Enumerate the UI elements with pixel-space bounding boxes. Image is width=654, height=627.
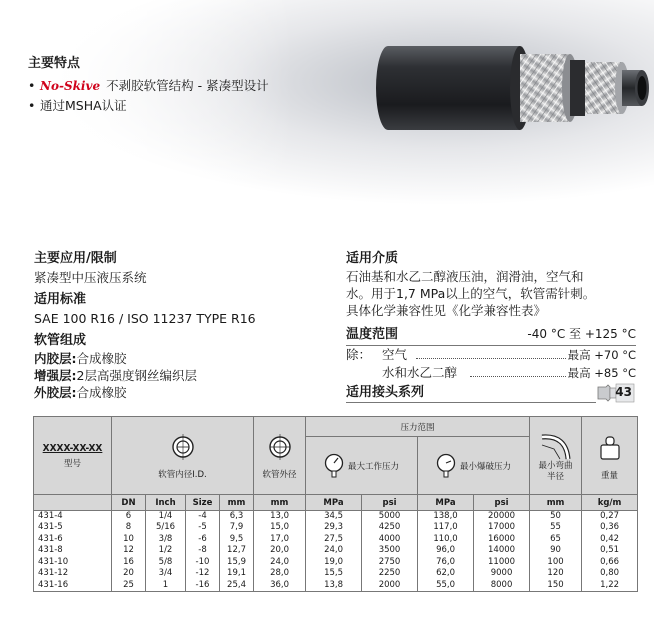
inner-diameter-icon [170, 434, 196, 460]
media-title: 适用介质 [346, 251, 399, 266]
temperature-range: -40 °C 至 +125 °C [527, 327, 636, 341]
table-cell: 4000 [362, 534, 418, 546]
table-cell: 3500 [362, 545, 418, 557]
table-row [34, 568, 638, 580]
outer-layer [34, 384, 324, 401]
bend-radius-label: 最小弯曲半径 [538, 460, 573, 482]
table-cell: 17,0 [254, 534, 306, 546]
model-cell: 431-4 [34, 511, 112, 523]
table-cell: 20000 [474, 511, 530, 523]
spec-left-column [34, 250, 324, 401]
no-skive-brand: No-Skive [40, 79, 101, 93]
construction-title: 软管组成 [34, 333, 87, 348]
weight-label: 重量 [601, 470, 619, 481]
max-working-label: 最大工作压力 [348, 461, 400, 472]
media-line: 石油基和水乙二醇液压油，润滑油，空气和 [346, 269, 584, 284]
table-cell: 15,5 [306, 568, 362, 580]
table-cell: -12 [186, 568, 220, 580]
bullet: • [28, 78, 36, 93]
table-cell: 27,5 [306, 534, 362, 546]
table-cell: 16000 [474, 534, 530, 546]
table-cell: 3/4 [146, 568, 186, 580]
table-cell: 1 [146, 580, 186, 592]
bend-radius-header [530, 417, 582, 495]
table-cell: 110,0 [418, 534, 474, 546]
table-cell: 6 [112, 511, 146, 523]
unit-cell: mm [220, 495, 254, 511]
table-cell: 3/8 [146, 534, 186, 546]
table-cell: 65 [530, 534, 582, 546]
table-cell: 100 [530, 557, 582, 569]
unit-cell: MPa [418, 495, 474, 511]
unit-cell: kg/m [582, 495, 638, 511]
table-row [34, 511, 638, 523]
fittings-title: 适用接头系列 [346, 384, 425, 400]
table-cell: 12,7 [220, 545, 254, 557]
weight-icon [595, 433, 625, 463]
table-cell: 76,0 [418, 557, 474, 569]
leader-dots [416, 358, 566, 359]
table-cell: 13,0 [254, 511, 306, 523]
fittings-page-number: 43 [615, 385, 632, 399]
features-block [28, 52, 269, 115]
unit-cell: Inch [146, 495, 186, 511]
table-cell: 25,4 [220, 580, 254, 592]
table-cell: 19,1 [220, 568, 254, 580]
temperature-row-water-glycol [346, 364, 636, 382]
od-label: 软管外径 [262, 469, 297, 480]
table-cell: 20 [112, 568, 146, 580]
table-cell: 9000 [474, 568, 530, 580]
od-header [254, 417, 306, 495]
model-cell: 431-12 [34, 568, 112, 580]
except-label: 除： [346, 347, 372, 362]
model-label: 型号 [63, 458, 81, 469]
table-cell: 15,0 [254, 522, 306, 534]
table-cell: 9,5 [220, 534, 254, 546]
model-cell: 431-6 [34, 534, 112, 546]
table-cell: 0,66 [582, 557, 638, 569]
application-text: 紧凑型中压液压系统 [34, 270, 147, 285]
model-header [34, 417, 112, 495]
layer-name: 外胶层: [34, 385, 77, 400]
table-cell: 19,0 [306, 557, 362, 569]
min-burst-header [418, 437, 530, 495]
table-cell: 117,0 [418, 522, 474, 534]
table-cell: 5000 [362, 511, 418, 523]
model-cell: 431-16 [34, 580, 112, 592]
pressure-gauge-icon [324, 453, 344, 479]
table-cell: 28,0 [254, 568, 306, 580]
product-banner [0, 0, 654, 205]
outer-diameter-icon [267, 434, 293, 460]
table-cell: 36,0 [254, 580, 306, 592]
feature-text: 通过MSHA认证 [40, 98, 127, 113]
table-cell: 120 [530, 568, 582, 580]
table-cell: 0,51 [582, 545, 638, 557]
table-row [34, 534, 638, 546]
model-cell: 431-8 [34, 545, 112, 557]
layer-desc: 合成橡胶 [76, 385, 127, 400]
standard-text: SAE 100 R16 / ISO 11237 TYPE R16 [34, 311, 256, 326]
weight-header [582, 417, 638, 495]
feature-item [28, 96, 269, 115]
table-cell: 24,0 [306, 545, 362, 557]
table-cell: 0,27 [582, 511, 638, 523]
table-cell: 62,0 [418, 568, 474, 580]
unit-cell: mm [530, 495, 582, 511]
bend-radius-icon [538, 431, 574, 461]
unit-cell: mm [254, 495, 306, 511]
layer-name: 增强层: [34, 368, 77, 383]
temperature-row-air [346, 346, 636, 364]
unit-cell: Size [186, 495, 220, 511]
temperature-title: 温度范围 [346, 327, 399, 342]
max-working-header [306, 437, 418, 495]
bullet: • [28, 98, 36, 113]
spec-table-body [34, 511, 638, 592]
table-cell: 6,3 [220, 511, 254, 523]
table-row [34, 545, 638, 557]
media-line: 水。用于1,7 MPa以上的空气，软管需针刺。 [346, 286, 596, 301]
unit-cell: psi [362, 495, 418, 511]
table-cell: 20,0 [254, 545, 306, 557]
spec-right-column [346, 250, 636, 403]
id-header [112, 417, 254, 495]
feature-text: 不剥胶软管结构 - 紧凑型设计 [106, 78, 269, 93]
table-cell: -16 [186, 580, 220, 592]
table-cell: 2750 [362, 557, 418, 569]
table-cell: 16 [112, 557, 146, 569]
table-cell: 25 [112, 580, 146, 592]
table-cell: 2000 [362, 580, 418, 592]
table-cell: 50 [530, 511, 582, 523]
table-cell: 5/16 [146, 522, 186, 534]
layer-name: 内胶层: [34, 351, 77, 366]
temperature-row-max: 最高 +85 °C [567, 366, 636, 380]
pressure-range-label: 压力范围 [400, 422, 435, 433]
leader-dots [470, 376, 566, 377]
table-cell: 55,0 [418, 580, 474, 592]
table-row [34, 557, 638, 569]
table-cell: 96,0 [418, 545, 474, 557]
table-cell: 1/4 [146, 511, 186, 523]
unit-cell: DN [112, 495, 146, 511]
table-cell: 17000 [474, 522, 530, 534]
temperature-row-label: 空气 [382, 347, 408, 362]
table-cell: 7,9 [220, 522, 254, 534]
table-row [34, 522, 638, 534]
spec-table [33, 416, 638, 592]
reinforcement-layer [34, 367, 324, 384]
layer-desc: 2层高强度钢丝编织层 [76, 368, 197, 383]
table-cell: 11000 [474, 557, 530, 569]
table-cell: -5 [186, 522, 220, 534]
media-line: 具体化学兼容性见《化学兼容性表》 [346, 303, 547, 318]
layer-desc: 合成橡胶 [76, 351, 127, 366]
table-cell: 1/2 [146, 545, 186, 557]
model-cell: 431-5 [34, 522, 112, 534]
pressure-range-header [306, 417, 530, 437]
table-cell: 90 [530, 545, 582, 557]
table-row [34, 580, 638, 592]
table-cell: 15,9 [220, 557, 254, 569]
fittings-row [346, 383, 636, 403]
table-cell: -8 [186, 545, 220, 557]
table-cell: 0,36 [582, 522, 638, 534]
temperature-row-max: 最高 +70 °C [567, 348, 636, 362]
table-cell: 5/8 [146, 557, 186, 569]
table-cell: 1,22 [582, 580, 638, 592]
feature-item [28, 76, 269, 96]
temperature-row-label: 水和水乙二醇 [382, 365, 458, 380]
table-cell: -4 [186, 511, 220, 523]
table-cell: 8 [112, 522, 146, 534]
table-cell: 150 [530, 580, 582, 592]
unit-cell [34, 495, 112, 511]
unit-cell: psi [474, 495, 530, 511]
table-cell: 24,0 [254, 557, 306, 569]
features-title: 主要特点 [28, 56, 81, 71]
table-cell: -6 [186, 534, 220, 546]
id-label: 软管内径I.D. [158, 469, 207, 480]
table-cell: 8000 [474, 580, 530, 592]
table-header-row [34, 417, 638, 437]
table-cell: -10 [186, 557, 220, 569]
table-cell: 10 [112, 534, 146, 546]
table-cell: 138,0 [418, 511, 474, 523]
min-burst-label: 最小爆破压力 [460, 461, 512, 472]
inner-layer [34, 350, 324, 367]
table-cell: 2250 [362, 568, 418, 580]
table-cell: 4250 [362, 522, 418, 534]
table-cell: 55 [530, 522, 582, 534]
fittings-page-badge[interactable] [596, 383, 636, 403]
hydraulic-hose-image [370, 40, 654, 140]
model-cell: 431-10 [34, 557, 112, 569]
model-code: XXXX-XX-XX [42, 442, 103, 454]
table-cell: 0,42 [582, 534, 638, 546]
table-cell: 29,3 [306, 522, 362, 534]
units-row [34, 495, 638, 511]
application-title: 主要应用/限制 [34, 251, 117, 266]
table-cell: 14000 [474, 545, 530, 557]
pressure-gauge-icon [436, 453, 456, 479]
temperature-header [346, 325, 636, 346]
standard-title: 适用标准 [34, 292, 87, 307]
divider [346, 402, 596, 403]
table-cell: 0,80 [582, 568, 638, 580]
table-cell: 34,5 [306, 511, 362, 523]
table-cell: 12 [112, 545, 146, 557]
table-cell: 13,8 [306, 580, 362, 592]
unit-cell: MPa [306, 495, 362, 511]
